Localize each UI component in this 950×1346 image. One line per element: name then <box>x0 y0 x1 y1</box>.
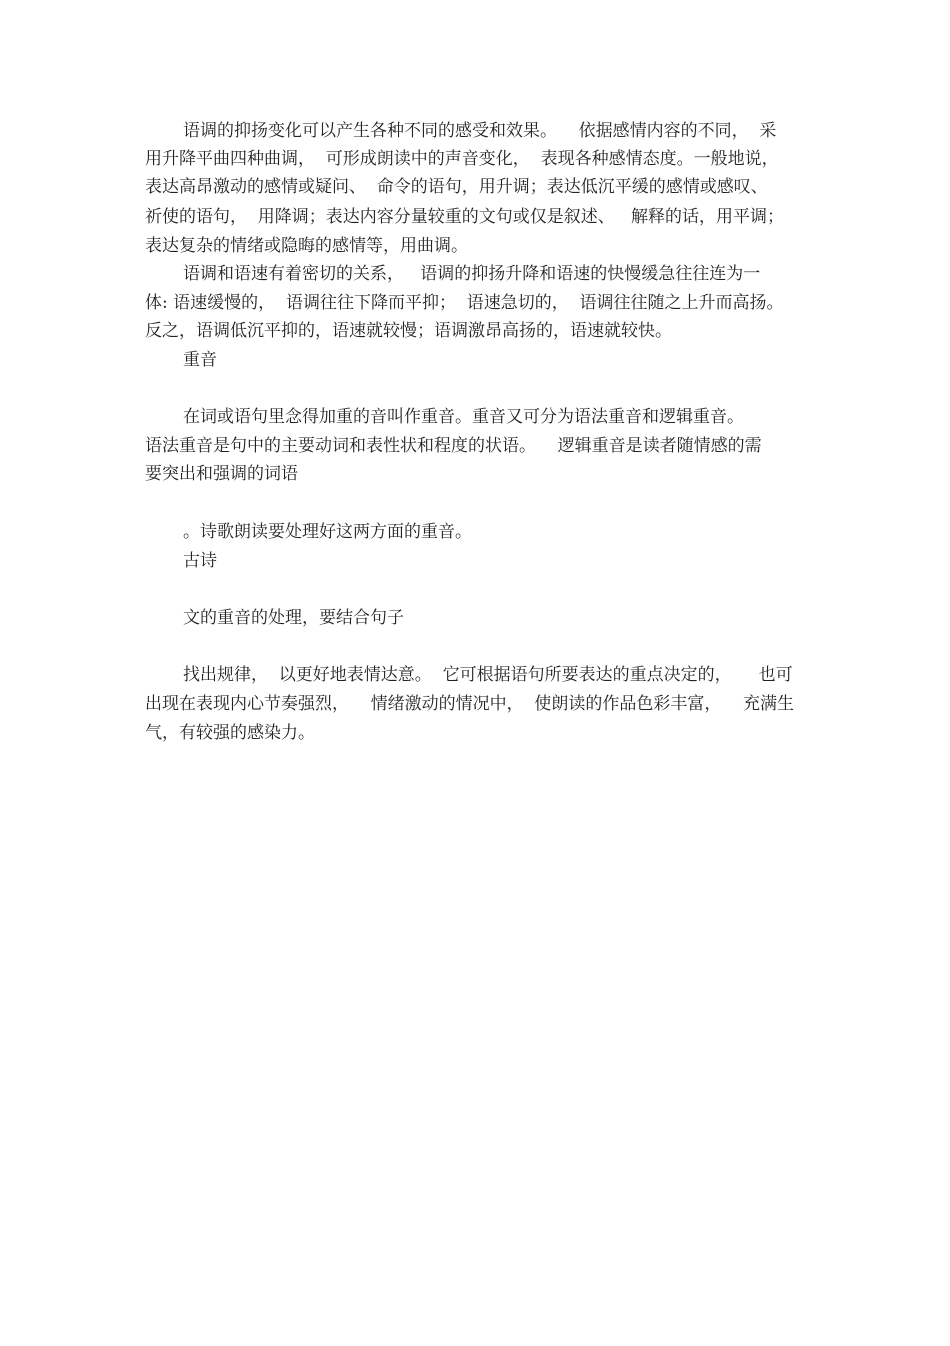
paragraph-4-line-1: 。诗歌朗读要处理好这两方面的重音。 <box>183 522 472 542</box>
paragraph-5-line-1: 古诗 <box>183 551 217 571</box>
paragraph-1-line-4: 祈使的语句， 用降调；表达内容分量较重的文句或仅是叙述、 解释的话，用平调； <box>145 207 785 227</box>
paragraph-2-line-3: 反之，语调低沉平抑的，语速就较慢；语调激昂高扬的，语速就较快。 <box>145 321 672 341</box>
paragraph-2-line-1: 语调和语速有着密切的关系， 语调的抑扬升降和语速的快慢缓急往往连为一 <box>183 264 761 284</box>
paragraph-7-line-2: 出现在表现内心节奏强烈， 情绪激动的情况中， 使朗读的作品色彩丰富， 充满生 <box>145 694 795 714</box>
paragraph-1-line-1: 语调的抑扬变化可以产生各种不同的感受和效果。 依据感情内容的不同， 采 <box>183 121 777 141</box>
paragraph-6-line-1: 文的重音的处理，要结合句子 <box>183 608 404 628</box>
paragraph-3-line-2: 语法重音是句中的主要动词和表性状和程度的状语。 逻辑重音是读者随情感的需 <box>145 436 762 456</box>
paragraph-7-line-1: 找出规律， 以更好地表情达意。 它可根据语句所要表达的重点决定的， 也可 <box>183 665 793 685</box>
paragraph-1-line-2: 用升降平曲四种曲调， 可形成朗读中的声音变化， 表现各种感情态度。一般地说， <box>145 149 779 169</box>
paragraph-1-line-3: 表达高昂激动的感情或疑问、 命令的语句，用升调；表达低沉平缓的感情或感叹、 <box>145 177 768 197</box>
section-heading-stress: 重音 <box>183 350 217 370</box>
paragraph-3-line-3: 要突出和强调的词语 <box>145 464 298 484</box>
paragraph-1-line-5: 表达复杂的情绪或隐晦的感情等，用曲调。 <box>145 236 468 256</box>
paragraph-7-line-3: 气，有较强的感染力。 <box>145 723 315 743</box>
paragraph-3-line-1: 在词或语句里念得加重的音叫作重音。重音又可分为语法重音和逻辑重音。 <box>183 407 744 427</box>
paragraph-2-line-2: 体: 语速缓慢的， 语调往往下降而平抑； 语速急切的， 语调往往随之上升而高扬。 <box>145 293 784 313</box>
